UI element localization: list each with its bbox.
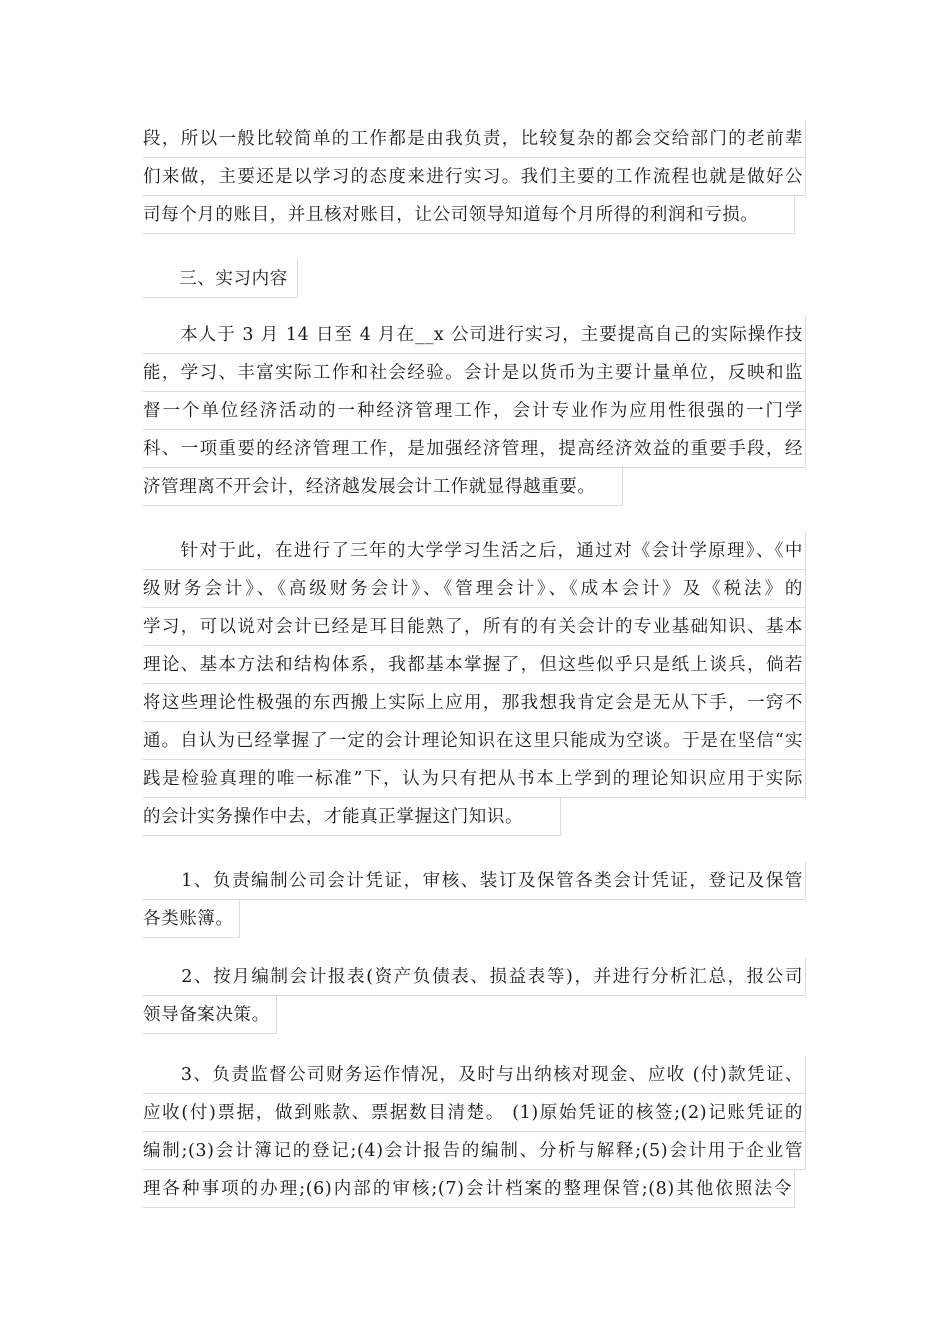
text-line: 各类账簿。 xyxy=(143,900,240,938)
text-line: 理论、基本方法和结构体系，我都基本掌握了，但这些似乎只是纸上谈兵，倘若 xyxy=(143,646,806,684)
text-line: 能，学习、丰富实际工作和社会经验。会计是以货币为主要计量单位，反映和监 xyxy=(143,354,806,392)
text-line: 1、负责编制公司会计凭证，审核、装订及保管各类会计凭证，登记及保管 xyxy=(143,862,806,900)
text-line: 科、一项重要的经济管理工作，是加强经济管理，提高经济效益的重要手段，经 xyxy=(143,430,806,468)
text-line: 领导备案决策。 xyxy=(143,996,277,1034)
text-line: 们来做，主要还是以学习的态度来进行实习。我们主要的工作流程也就是做好公 xyxy=(143,158,806,196)
text-line: 编制;(3)会计簿记的登记;(4)会计报告的编制、分析与解释;(5)会计用于企业管 xyxy=(143,1132,806,1170)
text-line: 3、负责监督公司财务运作情况，及时与出纳核对现金、应收 (付)款凭证、 xyxy=(143,1056,806,1094)
text-line: 的会计实务操作中去，才能真正掌握这门知识。 xyxy=(143,798,561,836)
paragraph-duty-2 xyxy=(143,958,806,1034)
text-line: 针对于此，在进行了三年的大学学习生活之后，通过对《会计学原理》、《中 xyxy=(143,532,806,570)
text-line: 济管理离不开会计，经济越发展会计工作就显得越重要。 xyxy=(143,468,623,506)
text-line: 将这些理论性极强的东西搬上实际上应用，那我想我肯定会是无从下手，一窍不 xyxy=(143,684,806,722)
text-line: 本人于 3 月 14 日至 4 月在__x 公司进行实习，主要提高自己的实际操作技 xyxy=(143,316,806,354)
text-line: 司每个月的账目，并且核对账目，让公司领导知道每个月所得的利润和亏损。 xyxy=(143,196,795,234)
section-heading-text: 三、实习内容 xyxy=(143,260,298,298)
section-heading xyxy=(143,260,298,298)
text-line: 践是检验真理的唯一标准”下，认为只有把从书本上学到的理论知识应用于实际 xyxy=(143,760,806,798)
text-line: 督一个单位经济活动的一种经济管理工作，会计专业作为应用性很强的一门学 xyxy=(143,392,806,430)
text-line: 通。自认为已经掌握了一定的会计理论知识在这里只能成为空谈。于是在坚信“实 xyxy=(143,722,806,760)
text-line: 级财务会计》、《高级财务会计》、《管理会计》、《成本会计》及《税法》的 xyxy=(143,570,806,608)
paragraph-duty-1 xyxy=(143,862,806,938)
paragraph-duty-3 xyxy=(143,1056,806,1208)
text-line: 段，所以一般比较简单的工作都是由我负责，比较复杂的都会交给部门的老前辈 xyxy=(143,120,806,158)
paragraph-internship-content xyxy=(143,316,806,506)
text-line: 应收(付)票据，做到账款、票据数目清楚。 (1)原始凭证的核签;(2)记账凭证的 xyxy=(143,1094,806,1132)
text-line: 理各种事项的办理;(6)内部的审核;(7)会计档案的整理保管;(8)其他依照法令 xyxy=(143,1170,795,1208)
paragraph-theory-practice xyxy=(143,532,806,836)
paragraph-intro-continuation xyxy=(143,120,806,234)
text-line: 学习，可以说对会计已经是耳目能熟了，所有的有关会计的专业基础知识、基本 xyxy=(143,608,806,646)
text-line: 2、按月编制会计报表(资产负债表、损益表等)，并进行分析汇总，报公司 xyxy=(143,958,806,996)
